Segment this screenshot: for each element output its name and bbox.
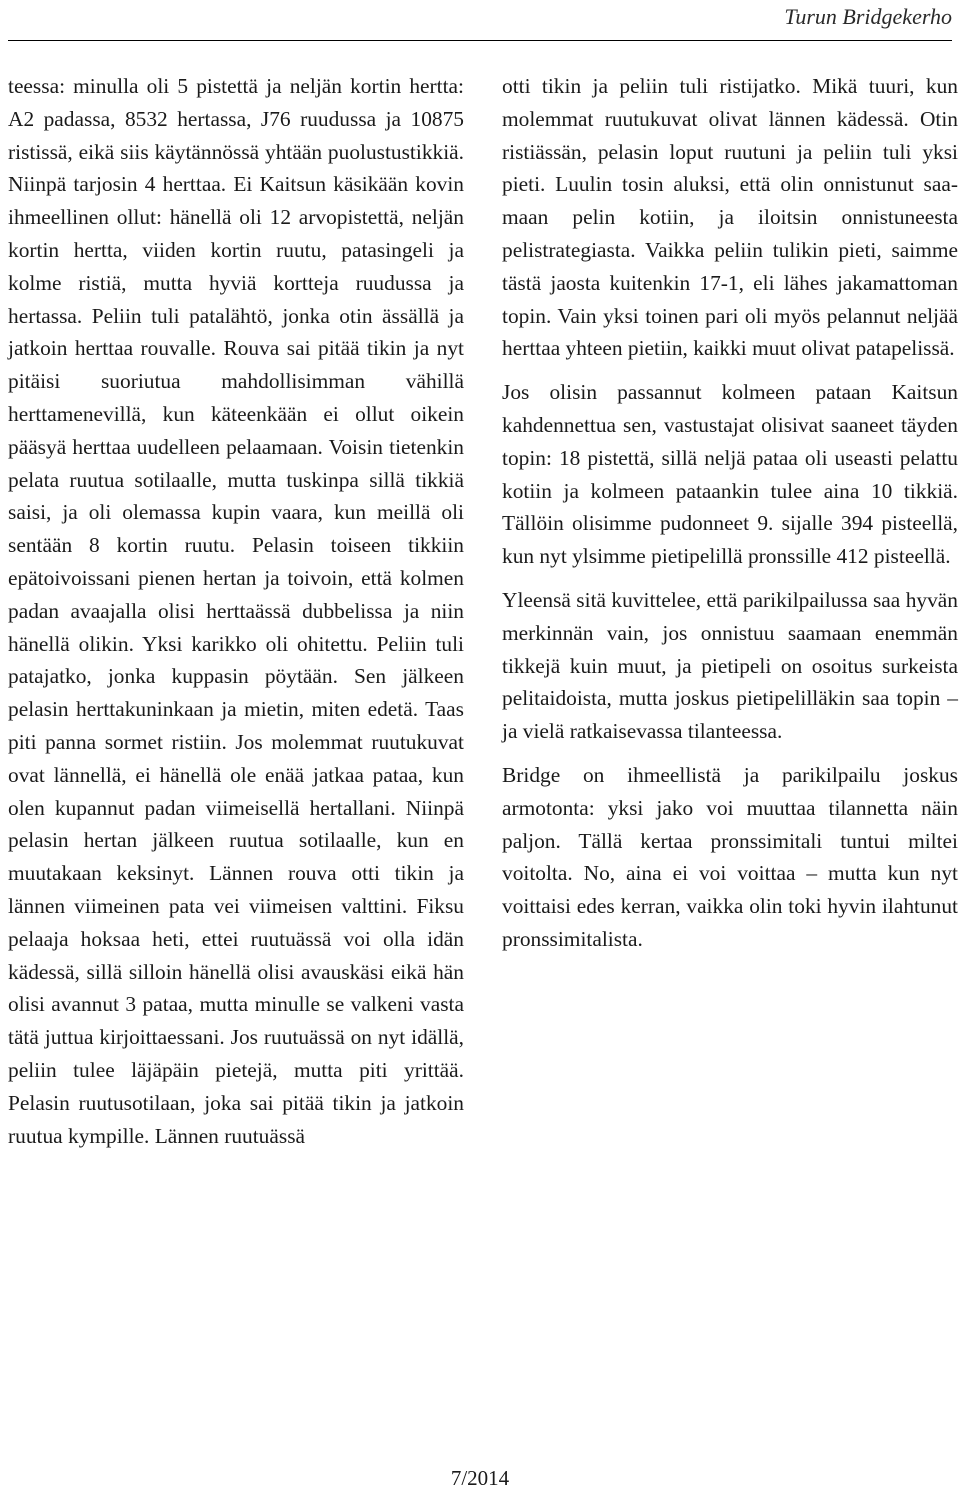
header-rule [8,40,952,41]
article-column-left [8,70,464,1152]
paragraph: Bridge on ihmeellistä ja parikilpailu joskus armotonta: yksi jako voi muuttaa tilannetta näin paljon. Tällä kertaa pronssimitali tuntui miltei voitolta. No, aina ei voi voittaa – mutta kun nyt voittaisi edes kerran, vaikka olin toki hyvin ilahtunut pronssimitalista. [502,762,958,951]
paragraph: otti tikin ja peliin tuli ristijatko. Mikä tuuri, kun molemmat ruutukuvat olivat lännen kädessä. Otin ristiässän, pelasin loput ruutuni ja peliin tuli yksi pieti. Luulin tosin aluksi, että olin onnistunut saamaan pelin kotiin, ja iloitsin onnistuneesta pelistrategiasta. Vaikka peliin tulikin pieti, saimme tästä jaosta kuitenkin 17-1, eli lähes jakamattoman topin. Vain yksi toinen pari oli myös pelannut neljää herttaa yhteen pietiin, kaikki muut olivat patapelissä. [502,74,958,361]
paragraph: teessa: minulla oli 5 pistettä ja neljän kortin hertta: A2 padassa, 8532 hertassa, J76 ruudussa ja 10875 ristissä, eikä siis käytännössä yhtään puolustustikkiä. Niinpä tarjosin 4 herttaa. Ei Kaitsun käsikään kovin ihmeellinen ollut: hänellä oli 12 arvopistettä, neljän kortin hertta, viiden kortin ruutu, patasingeli ja kolme ristiä, mutta hyviä kortteja ruudussa ja hertassa. Peliin tuli patalähtö, jonka otin ässällä ja jatkoin herttaa rouvalle. Rouva sai pitää tikin ja nyt pitäisi suoriutua mahdollisimman vähillä herttamenevillä, kun käteenkään ei ollut oikein pääsyä herttaa uudelleen pelaamaan. Voisin tietenkin pelata ruutua sotilaalle, mutta tuskinpa sillä tikkiä saisi, ja oli olemassa kupin vaara, kun meillä oli sentään 8 kortin ruutu. Pelasin toiseen tikkiin epätoivoissani pienen hertan ja toivoin, että kolmen padan avaajalla olisi herttaässä dubbelissa ja niin hänellä olikin. Yksi karikko oli ohitettu. Peliin tuli patajatko, jonka kuppasin pöytään. Sen jälkeen pelasin herttakuninkaan ja mietin, miten edetä. Taas piti panna sormet ristiin. Jos molemmat ruutukuvat ovat lännellä, ei hänellä ole enää jatkaa pataa, kun olen kupannut padan viimeisellä hertallani. Niinpä pelasin hertan jälkeen ruutua sotilaalle, kun en muutakaan keksinyt. Lännen rouva otti tikin ja lännen viimeinen pata vei viimeisen valttini. Fiksu pelaaja hoksaa heti, ettei ruutuässä voi olla idän kädessä, sillä silloin hänellä olisi avauskäsi eikä hän olisi avannut 3 pataa, mutta minulle se valkeni vasta tätä juttua kirjoittaessani. Jos ruutuässä on nyt idällä, peliin tulee läjäpäin pietejä, mutta piti yrittää. Pelasin ruutusotilaan, joka sai pitää tikin ja jatkoin ruutua kympille. Lännen ruutuässä [8,74,464,1148]
page-folio: 7/2014 [450,1466,510,1490]
running-header: Turun Bridgekerho [784,4,952,29]
article-column-right [502,70,958,956]
paragraph: Yleensä sitä kuvittelee, että parikilpailussa saa hyvän merkinnän vain, jos onnistuu saamaan enemmän tikkejä kuin muut, ja pietipeli on osoitus surkeista pelitaidoista, mutta joskus pietipelilläkin saa topin – ja vielä ratkaisevassa tilanteessa. [502,587,958,744]
paragraph: Jos olisin passannut kolmeen pataan Kaitsun kahdennettua sen, vastustajat olisivat saaneet täyden topin: 18 pistettä, sillä neljä pataa oli useasti pelattu kotiin ja kolmeen pataankin tulee aina 10 tikkiä. Tällöin olisimme pudonneet 9. sijalle 394 pisteellä, kun nyt ylsimme pietipelillä pronssille 412 pisteellä. [502,380,958,569]
